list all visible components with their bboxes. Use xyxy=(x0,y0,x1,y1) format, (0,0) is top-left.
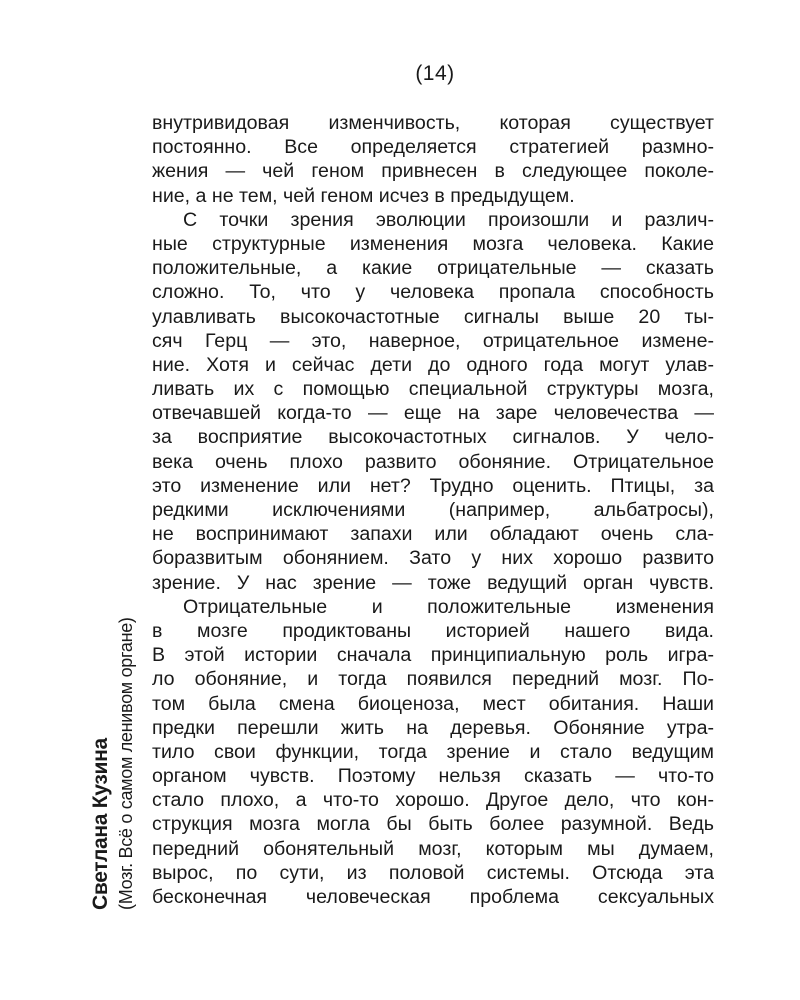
text-line: предки перешли жить на деревья. Обоняние утра- xyxy=(152,716,714,739)
text-line: положительные, а какие отрицательные — сказать xyxy=(152,257,714,280)
running-head xyxy=(88,590,144,910)
text-line: сложно. То, что у человека пропала способность xyxy=(152,281,714,304)
text-line: ные структурные изменения мозга человека. Какие xyxy=(152,232,714,255)
text-line: тило свои функции, тогда зрение и стало ведущим xyxy=(152,740,714,763)
text-line: отвечавшей когда-то — еще на заре человечества — xyxy=(152,402,714,425)
text-line: постоянно. Все определяется стратегией размно- xyxy=(152,136,714,159)
text-line: том была смена биоценоза, мест обитания. Наши xyxy=(152,692,714,715)
running-head-book-title: (Мозг. Всё о самом ленивом органе) xyxy=(116,617,136,910)
page-text-body xyxy=(152,111,714,909)
text-line: в мозге продиктованы историей нашего вида. xyxy=(152,619,714,642)
text-line: ло обоняние, и тогда появился передний мозг. По- xyxy=(152,668,714,691)
text-line: струкция мозга могла бы быть более разумной. Ведь xyxy=(152,813,714,836)
text-line: редкими исключениями (например, альбатросы), xyxy=(152,499,714,521)
paragraph-start-line: Отрицательные и положительные изменения xyxy=(183,595,714,618)
text-line: жения — чей геном привнесен в следующее поколе- xyxy=(152,160,714,183)
paragraph-start-line: С точки зрения эволюции произошли и различ- xyxy=(183,208,714,231)
text-line: зрение. У нас зрение — тоже ведущий орган чувств. xyxy=(152,571,714,594)
text-line: не воспринимают запахи или обладают очень сла- xyxy=(152,523,714,546)
text-line: ливать их с помощью специальной структуры мозга, xyxy=(152,378,714,401)
text-line: это изменение или нет? Трудно оценить. Птицы, за xyxy=(152,474,714,497)
text-line: боразвитым обонянием. Зато у них хорошо развито xyxy=(152,547,714,570)
text-line: сяч Герц — это, наверное, отрицательное измене- xyxy=(152,329,714,352)
page-number: (14) xyxy=(415,62,455,85)
text-line: века очень плохо развито обоняние. Отрицательное xyxy=(152,450,714,473)
text-line: В этой истории сначала принципиальную роль игра- xyxy=(152,644,714,667)
running-head-author: Светлана Кузина xyxy=(89,738,112,910)
text-line: передний обонятельный мозг, которым мы думаем, xyxy=(152,837,714,860)
text-line: бесконечная человеческая проблема сексуальных xyxy=(152,886,714,908)
text-line: ние. Хотя и сейчас дети до одного года могут улав- xyxy=(152,353,714,376)
text-line: вырос, по сути, из половой системы. Отсюда эта xyxy=(152,861,714,884)
text-line: за восприятие высокочастотных сигналов. У чело- xyxy=(152,426,714,449)
text-line: внутривидовая изменчивость, которая существует xyxy=(152,112,714,134)
text-line: ние, а не тем, чей геном исчез в предыдущем. xyxy=(152,184,575,207)
text-line: улавливать высокочастотные сигналы выше 20 ты- xyxy=(152,305,714,328)
text-line: органом чувств. Поэтому нельзя сказать — что-то xyxy=(152,765,714,788)
text-line: стало плохо, а что-то хорошо. Другое дело, что кон- xyxy=(152,789,714,812)
